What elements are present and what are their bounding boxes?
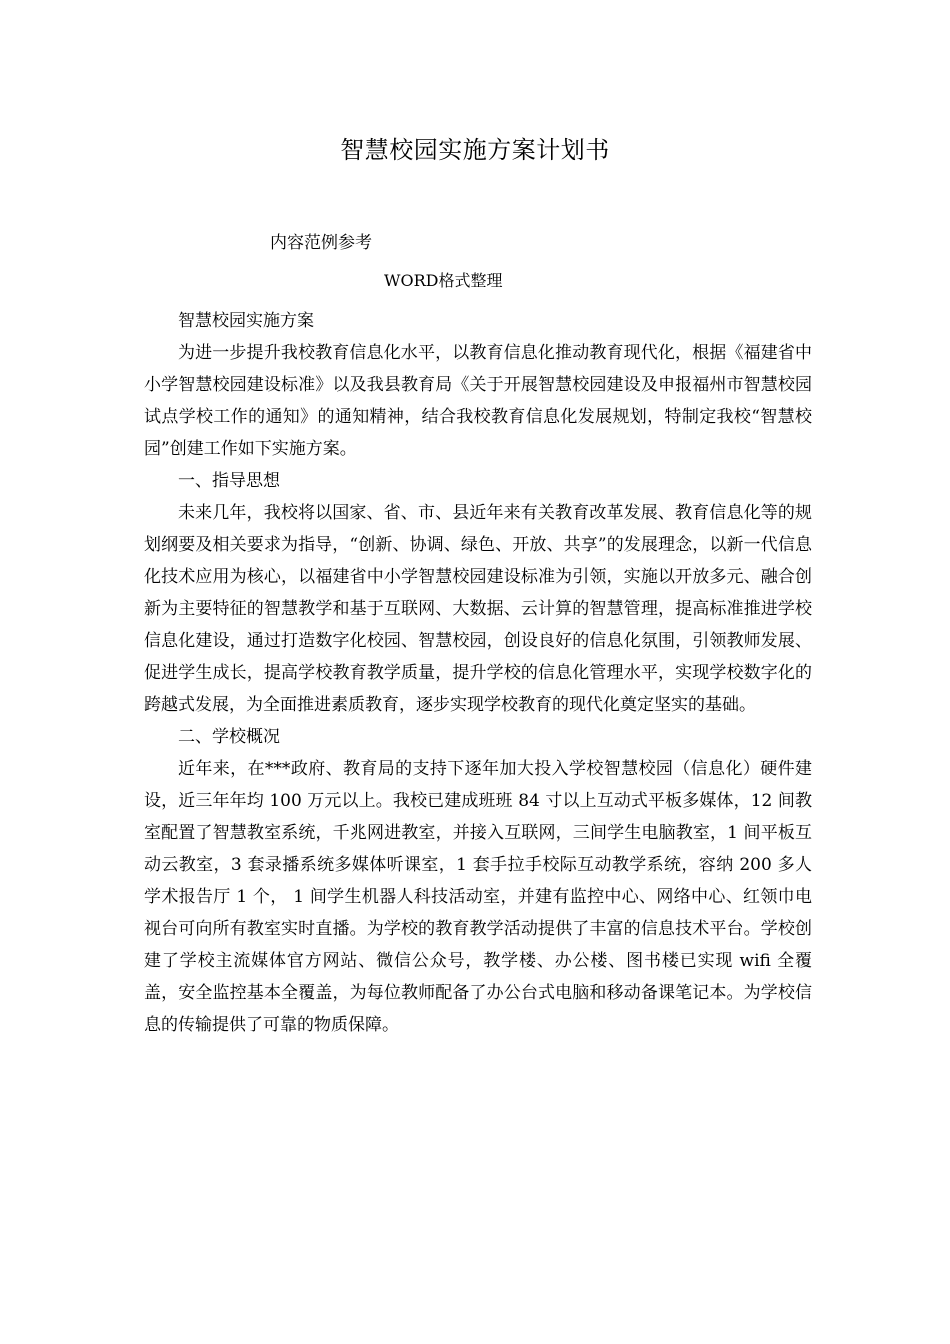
section-heading-school-overview: 二、学校概况 (178, 727, 280, 747)
paragraph-school-overview: 近年来，在***政府、教育局的支持下逐年加大投入学校智慧校园（信息化）硬件建设，近三年年均 100 万元以上。我校已建成班班 84 寸以上互动式平板多媒体，12 间教室配置了智慧教室系统，千兆网进教室，并接入互联网，三间学生电脑教室，1 间平板互动云教室，3 套录播系统多媒体听课室，1 套手拉手校际互动教学系统，容纳 200 多人学术报告厅 1 个， 1 间学生机器人科技活动室，并建有监控中心、网络中心、红领巾电视台可向所有教室实时直播。为学校的教育教学活动提供了丰富的信息技术平台。学校创建了学校主流媒体官方网站、微信公众号，教学楼、办公楼、图书楼已实现 wifi 全覆盖，安全监控基本全覆盖，为每位教师配备了办公台式电脑和移动备课笔记本。为学校信息的传输提供了可靠的物质保障。 (144, 759, 812, 1035)
document-subtitle-reference: 内容范例参考 (270, 233, 372, 253)
paragraph-intro: 为进一步提升我校教育信息化水平，以教育信息化推动教育现代化，根据《福建省中小学智慧校园建设标准》以及我县教育局《关于开展智慧校园建设及申报福州市智慧校园试点学校工作的通知》的通知精神，结合我校教育信息化发展规划，特制定我校“智慧校园”创建工作如下实施方案。 (144, 343, 812, 459)
paragraph-guiding-ideology: 未来几年，我校将以国家、省、市、县近年来有关教育改革发展、教育信息化等的规划纲要及相关要求为指导，“创新、协调、绿色、开放、共享”的发展理念，以新一代信息化技术应用为核心，以福建省中小学智慧校园建设标准为引领，实施以开放多元、融合创新为主要特征的智慧教学和基于互联网、大数据、云计算的智慧管理，提高标准推进学校信息化建设，通过打造数字化校园、智慧校园，创设良好的信息化氛围，引领教师发展、促进学生成长，提高学校教育教学质量，提升学校的信息化管理水平，实现学校数字化的跨越式发展，为全面推进素质教育，逐步实现学校教育的现代化奠定坚实的基础。 (144, 503, 812, 715)
section-heading-plan: 智慧校园实施方案 (178, 311, 314, 331)
document-title: 智慧校园实施方案计划书 (340, 136, 610, 164)
document-subtitle-format: WORD格式整理 (384, 271, 503, 290)
section-heading-guiding-ideology: 一、指导思想 (178, 471, 280, 491)
document-body (144, 305, 812, 1041)
